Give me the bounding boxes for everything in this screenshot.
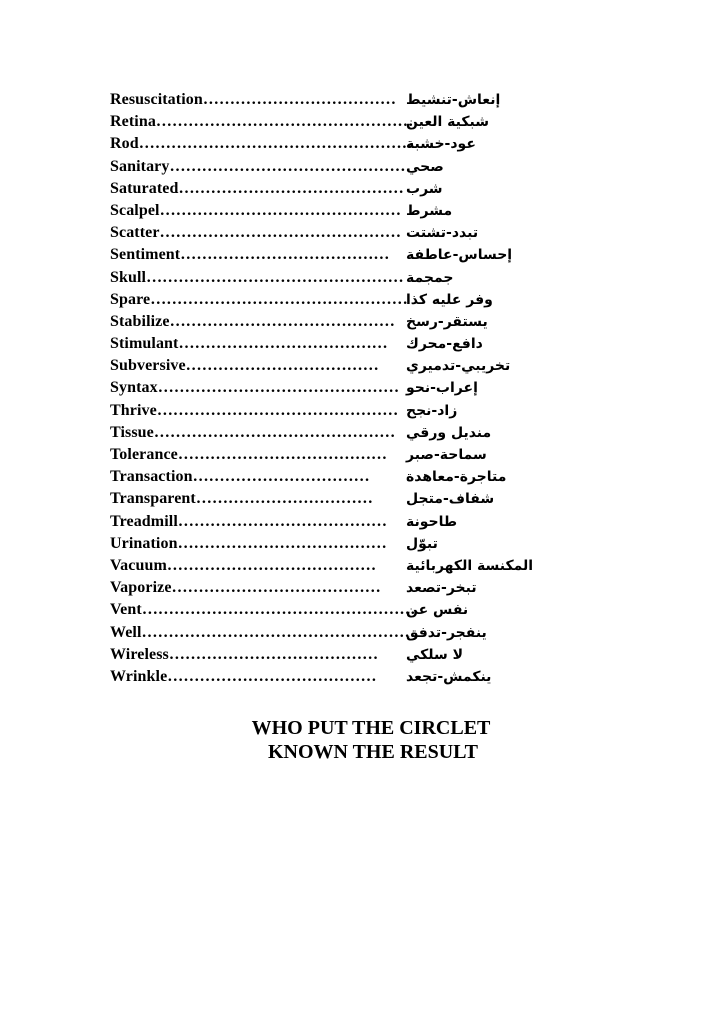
glossary-row [110, 622, 530, 644]
arabic-translation: إنعاش-تنشيط [406, 92, 501, 108]
arabic-translation: سماحة-صبر [406, 447, 487, 463]
english-term: Stimulant………………………………… [110, 335, 388, 353]
glossary-row [110, 422, 530, 444]
english-term: Scalpel……………………………………… [110, 201, 402, 219]
arabic-translation: جمجمة [406, 269, 454, 286]
glossary-row [110, 333, 530, 355]
closing-message [0, 716, 724, 764]
glossary-row [110, 244, 530, 266]
arabic-translation: تبوّل [406, 535, 438, 552]
english-term: Subversive……………………………… [110, 357, 379, 375]
english-term: Wireless………………………………… [110, 645, 379, 663]
glossary-row [110, 133, 530, 155]
glossary-row [110, 599, 530, 621]
arabic-translation: عود-خشبة [406, 136, 476, 153]
glossary-row [110, 488, 530, 510]
arabic-translation: متاجرة-معاهدة [406, 469, 507, 486]
glossary-row [110, 355, 530, 377]
arabic-translation: تخريبي-تدميري [406, 358, 511, 375]
glossary-row [110, 178, 530, 200]
english-term: Sanitary……………………………………… [110, 157, 411, 175]
english-term: Urination………………………………… [110, 534, 387, 552]
glossary-row [110, 289, 530, 311]
glossary-row [110, 89, 530, 111]
english-term: Skull………………………………………… [110, 268, 404, 286]
english-term: Spare………………………………………… [110, 290, 408, 308]
english-term: Well…………………………………………… [110, 623, 416, 641]
arabic-translation: المكنسة الكهربائية [406, 557, 534, 574]
english-term: Sentiment………………………………… [110, 246, 390, 264]
english-term: Wrinkle………………………………… [110, 667, 377, 685]
english-term: Stabilize…………………………………… [110, 312, 395, 330]
arabic-translation: زاد-نجح [406, 402, 458, 419]
english-term: Thrive……………………………………… [110, 401, 399, 419]
glossary-row [110, 311, 530, 333]
glossary-row [110, 377, 530, 399]
glossary-list [110, 89, 534, 688]
glossary-row [110, 666, 530, 688]
closing-message-line-1: WHO PUT THE CIRCLET [251, 717, 491, 739]
arabic-translation: تبدد-تشتت [406, 225, 479, 242]
glossary-row [110, 200, 530, 222]
arabic-translation: شفاف-متجل [406, 491, 495, 508]
english-term: Syntax……………………………………… [110, 379, 400, 397]
english-term: Resuscitation……………………………… [110, 91, 397, 108]
english-term: Treadmill………………………………… [110, 512, 388, 530]
arabic-translation: دافع-محرك [406, 336, 483, 353]
glossary-row [110, 466, 530, 488]
arabic-translation: مشرط [406, 202, 453, 219]
english-term: Scatter……………………………………… [110, 224, 402, 242]
arabic-translation: إعراب-نحو [406, 380, 478, 397]
arabic-translation: يستقر-رسخ [406, 313, 488, 330]
english-term: Vaporize………………………………… [110, 579, 381, 597]
english-term: Rod…………………………………………… [110, 135, 413, 153]
english-term: Transparent…………………………… [110, 490, 373, 508]
glossary-row [110, 533, 530, 555]
arabic-translation: تبخر-تصعد [406, 580, 477, 597]
glossary-row [110, 577, 530, 599]
glossary-row [110, 267, 530, 289]
english-term: Vacuum………………………………… [110, 556, 377, 574]
glossary-row [110, 400, 530, 422]
english-term: Tissue……………………………………… [110, 423, 396, 441]
arabic-translation: وفر عليه كذا [406, 291, 493, 308]
glossary-row [110, 222, 530, 244]
glossary-row [110, 156, 530, 178]
arabic-translation: ينكمش-تجعد [406, 668, 492, 685]
glossary-row [110, 444, 530, 466]
arabic-translation: نفس عن [406, 602, 469, 619]
english-term: Vent…………………………………………… [110, 601, 416, 619]
glossary-row [110, 111, 530, 133]
arabic-translation: صحي [406, 158, 444, 175]
english-term: Tolerance………………………………… [110, 446, 388, 463]
english-term: Transaction…………………………… [110, 468, 370, 486]
arabic-translation: إحساس-عاطفة [406, 247, 513, 264]
arabic-translation: طاحونة [406, 513, 458, 530]
arabic-translation: لا سلكي [406, 646, 464, 663]
arabic-translation: شرب [406, 180, 443, 197]
arabic-translation: ينفجر-تدفق [406, 624, 487, 641]
glossary-row [110, 555, 534, 577]
closing-message-line-2: KNOWN THE RESULT [267, 741, 479, 763]
arabic-translation: منديل ورقي [406, 424, 492, 441]
glossary-row [110, 511, 530, 533]
english-term: Saturated…………………………………… [110, 179, 404, 197]
arabic-translation: شبكية العين [406, 114, 489, 131]
english-term: Retina………………………………………… [110, 113, 414, 131]
glossary-row [110, 644, 530, 666]
